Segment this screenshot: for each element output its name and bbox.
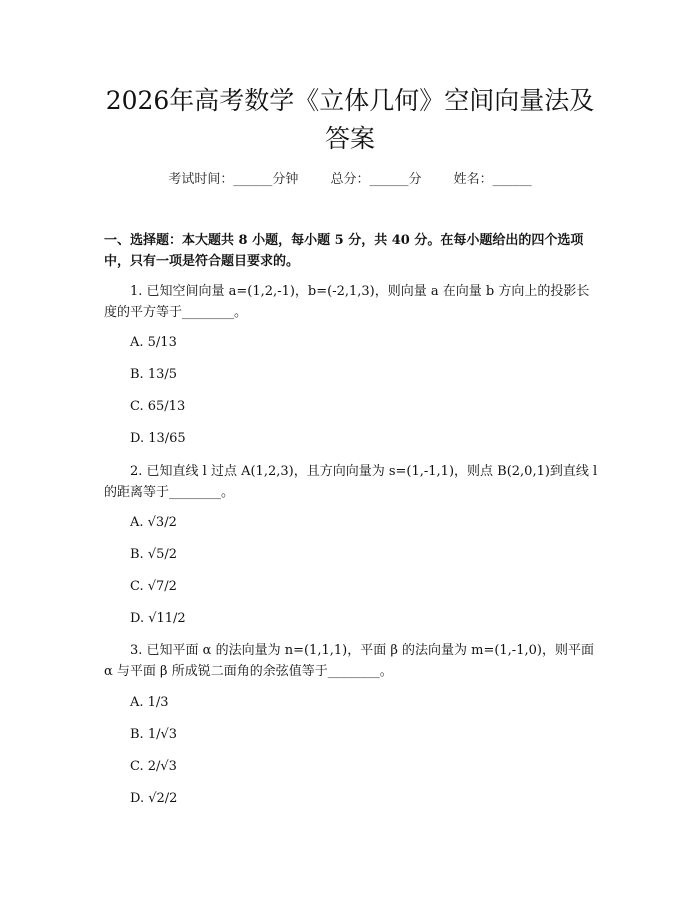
question-3-option-b: B. 1/√3 bbox=[130, 727, 178, 742]
title-line-1: 2026年高考数学《立体几何》空间向量法及 bbox=[105, 86, 595, 115]
exam-meta-line bbox=[0, 168, 700, 187]
total-score-field: 总分：______分 bbox=[330, 172, 422, 187]
question-2-option-b: B. √5/2 bbox=[130, 547, 178, 562]
question-3-text: 3. 已知平面 α 的法向量为 n=(1,1,1)，平面 β 的法向量为 m=(1,-1,0)，则平面 α 与平面 β 所成锐二面角的余弦值等于________。 bbox=[104, 643, 594, 679]
question-2-text: 2. 已知直线 l 过点 A(1,2,3)，且方向向量为 s=(1,-1,1)，则点 B(2,0,1)到直线 l 的距离等于________。 bbox=[104, 464, 598, 500]
question-3-option-a: A. 1/3 bbox=[130, 695, 169, 710]
question-2-option-a: A. √3/2 bbox=[130, 515, 177, 530]
question-1-option-b: B. 13/5 bbox=[130, 367, 178, 382]
section-heading-choice: 一、选择题：本大题共 8 小题，每小题 5 分，共 40 分。在每小题给出的四个选项中，只有一项是符合题目要求的。 bbox=[104, 233, 584, 269]
question-1-option-d: D. 13/65 bbox=[130, 431, 186, 446]
question-2-option-c: C. √7/2 bbox=[130, 579, 177, 594]
document-title bbox=[70, 82, 630, 158]
question-3-option-c: C. 2/√3 bbox=[130, 759, 177, 774]
student-name-field: 姓名：______ bbox=[453, 172, 532, 187]
question-1-text: 1. 已知空间向量 a=(1,2,-1)，b=(-2,1,3)，则向量 a 在向量 b 方向上的投影长度的平方等于________。 bbox=[104, 284, 590, 320]
exam-time-field: 考试时间：______分钟 bbox=[168, 172, 299, 187]
question-3-option-d: D. √2/2 bbox=[130, 791, 178, 806]
question-2-option-d: D. √11/2 bbox=[130, 611, 186, 626]
question-1-option-c: C. 65/13 bbox=[130, 399, 186, 414]
question-1-option-a: A. 5/13 bbox=[130, 335, 177, 350]
title-line-2: 答案 bbox=[324, 124, 375, 153]
